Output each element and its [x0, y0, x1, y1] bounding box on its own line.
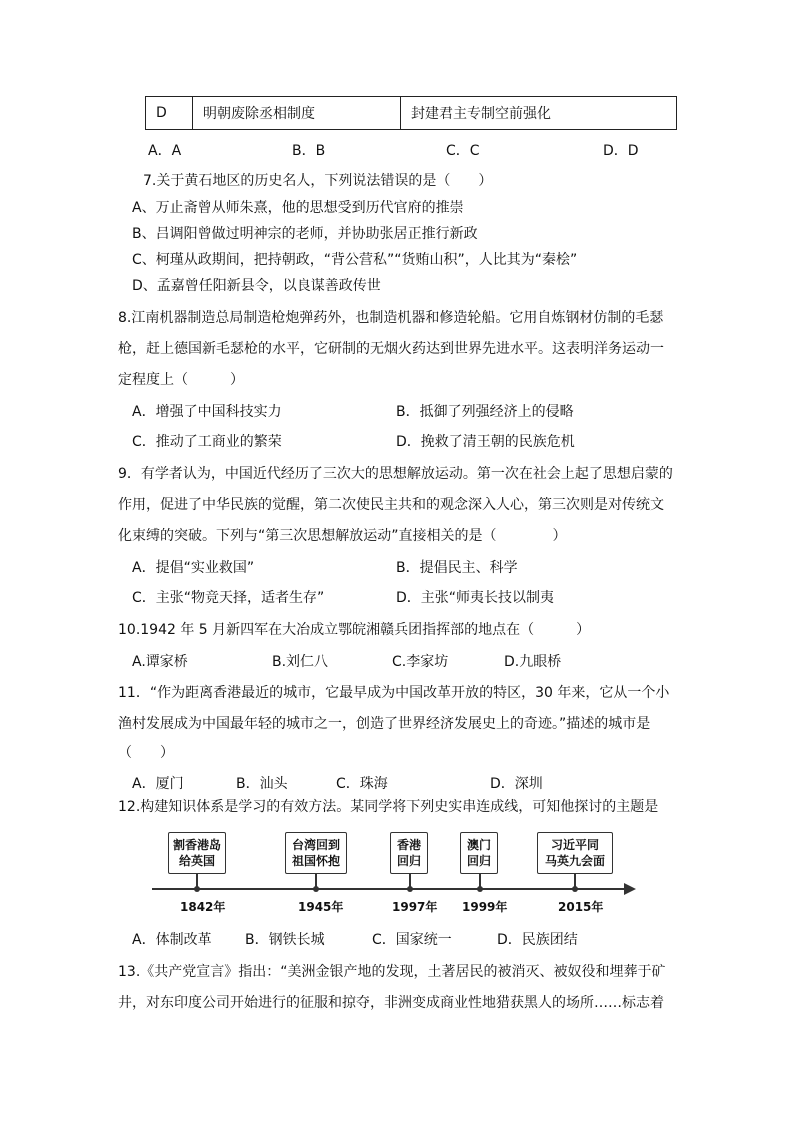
q7-option-c[interactable]: C、柯瑾从政期间，把持朝政，“背公营私”“货贿山积”，人比其为“秦桧”: [132, 252, 578, 268]
timeline-marker: [477, 886, 483, 892]
q10-option-d[interactable]: D.九眼桥: [504, 654, 562, 670]
q8-stem-line-2: 枪，赶上德国新毛瑟枪的水平，它研制的无烟火药达到世界先进水平。这表明洋务运动一: [118, 341, 664, 357]
q13-stem-line-2: 井，对东印度公司开始进行的征服和掠夺，非洲变成商业性地猎获黑人的场所……标志着: [118, 995, 664, 1011]
timeline-axis: [152, 888, 628, 890]
answer-table-row: [145, 96, 677, 130]
q12-option-b[interactable]: B．钢铁长城: [245, 932, 325, 948]
timeline-year: 1997年: [392, 900, 438, 914]
table-cell-option: D: [146, 97, 193, 129]
q10-stem: 10.1942 年 5 月新四军在大冶成立鄂皖湘赣兵团指挥部的地点在（ ）: [118, 622, 591, 638]
q10-option-c[interactable]: C.李家坊: [392, 654, 449, 670]
q7-option-d[interactable]: D、孟嘉曾任阳新县令，以良谋善政传世: [132, 278, 381, 294]
timeline-year: 1842年: [180, 900, 226, 914]
timeline-marker: [313, 886, 319, 892]
q9-option-d[interactable]: D．主张“师夷长技以制夷: [396, 590, 555, 606]
q11-stem-line-1: 11．“作为距离香港最近的城市，它最早成为中国改革开放的特区，30 年来，它从一个小: [118, 685, 670, 701]
q13-stem-line-1: 13.《共产党宣言》指出：“美洲金银产地的发现，土著居民的被消灭、被奴役和埋葬于矿: [118, 964, 666, 980]
timeline-year: 2015年: [558, 900, 604, 914]
timeline-arrow-icon: [624, 883, 636, 895]
timeline-marker: [194, 886, 200, 892]
timeline-marker: [407, 886, 413, 892]
q9-option-b[interactable]: B．提倡民主、科学: [396, 560, 518, 576]
q11-option-c[interactable]: C．珠海: [336, 776, 388, 792]
q11-option-d[interactable]: D．深圳: [490, 776, 543, 792]
history-timeline: [152, 828, 642, 918]
timeline-year: 1945年: [298, 900, 344, 914]
q11-stem-line-2: 渔村发展成为中国最年轻的城市之一，创造了世界经济发展史上的奇迹。”描述的城市是: [118, 716, 651, 732]
q12-option-a[interactable]: A．体制改革: [132, 932, 212, 948]
q6-option-b[interactable]: B．B: [292, 143, 326, 159]
q10-option-a[interactable]: A.谭家桥: [132, 654, 188, 670]
q11-option-b[interactable]: B．汕头: [236, 776, 288, 792]
timeline-marker: [572, 886, 578, 892]
timeline-event-box: 台湾回到 祖国怀抱: [285, 832, 347, 874]
q8-stem-line-1: 8.江南机器制造总局制造枪炮弹药外，也制造机器和修造轮船。它用自炼钢材仿制的毛瑟: [118, 310, 664, 326]
timeline-event-box: 割香港岛 给英国: [168, 832, 226, 874]
table-cell-event: 明朝废除丞相制度: [193, 97, 401, 129]
q9-stem-line-2: 作用，促进了中华民族的觉醒，第二次使民主共和的观念深入人心，第三次则是对传统文: [118, 497, 664, 513]
q8-option-c[interactable]: C．推动了工商业的繁荣: [132, 434, 282, 450]
q12-option-d[interactable]: D．民族团结: [497, 932, 578, 948]
q7-option-b[interactable]: B、吕调阳曾做过明神宗的老师，并协助张居正推行新政: [132, 226, 478, 242]
q12-option-c[interactable]: C．国家统一: [372, 932, 452, 948]
q6-option-d[interactable]: D．D: [603, 143, 639, 159]
table-cell-effect: 封建君主专制空前强化: [411, 106, 551, 122]
q10-option-b[interactable]: B.刘仁八: [272, 654, 329, 670]
q7-option-a[interactable]: A、万止斋曾从师朱熹，他的思想受到历代官府的推崇: [132, 200, 464, 216]
timeline-event-box: 澳门 回归: [460, 832, 498, 874]
q9-stem-line-1: 9．有学者认为，中国近代经历了三次大的思想解放运动。第一次在社会上起了思想启蒙的: [118, 466, 673, 482]
q12-stem: 12.构建知识体系是学习的有效方法。某同学将下列史实串连成线，可知他探讨的主题是: [118, 799, 659, 815]
q8-option-a[interactable]: A．增强了中国科技实力: [132, 404, 282, 420]
q8-option-d[interactable]: D．挽救了清王朝的民族危机: [396, 434, 575, 450]
q9-option-c[interactable]: C．主张“物竞天择，适者生存”: [132, 590, 325, 606]
q6-option-a[interactable]: A．A: [148, 143, 182, 159]
q9-stem-line-3: 化束缚的突破。下列与“第三次思想解放运动”直接相关的是（ ）: [118, 528, 567, 544]
timeline-event-box: 香港 回归: [390, 832, 428, 874]
q8-option-b[interactable]: B．抵御了列强经济上的侵略: [396, 404, 574, 420]
q8-stem-line-3: 定程度上（ ）: [118, 372, 244, 388]
q11-stem-line-3: （ ）: [118, 745, 174, 761]
q7-stem: 7.关于黄石地区的历史名人，下列说法错误的是（ ）: [143, 173, 493, 189]
timeline-year: 1999年: [462, 900, 508, 914]
q6-option-c[interactable]: C．C: [446, 143, 480, 159]
timeline-event-box: 习近平同 马英九会面: [537, 832, 613, 874]
q11-option-a[interactable]: A．厦门: [132, 776, 184, 792]
q9-option-a[interactable]: A．提倡“实业救国”: [132, 560, 255, 576]
